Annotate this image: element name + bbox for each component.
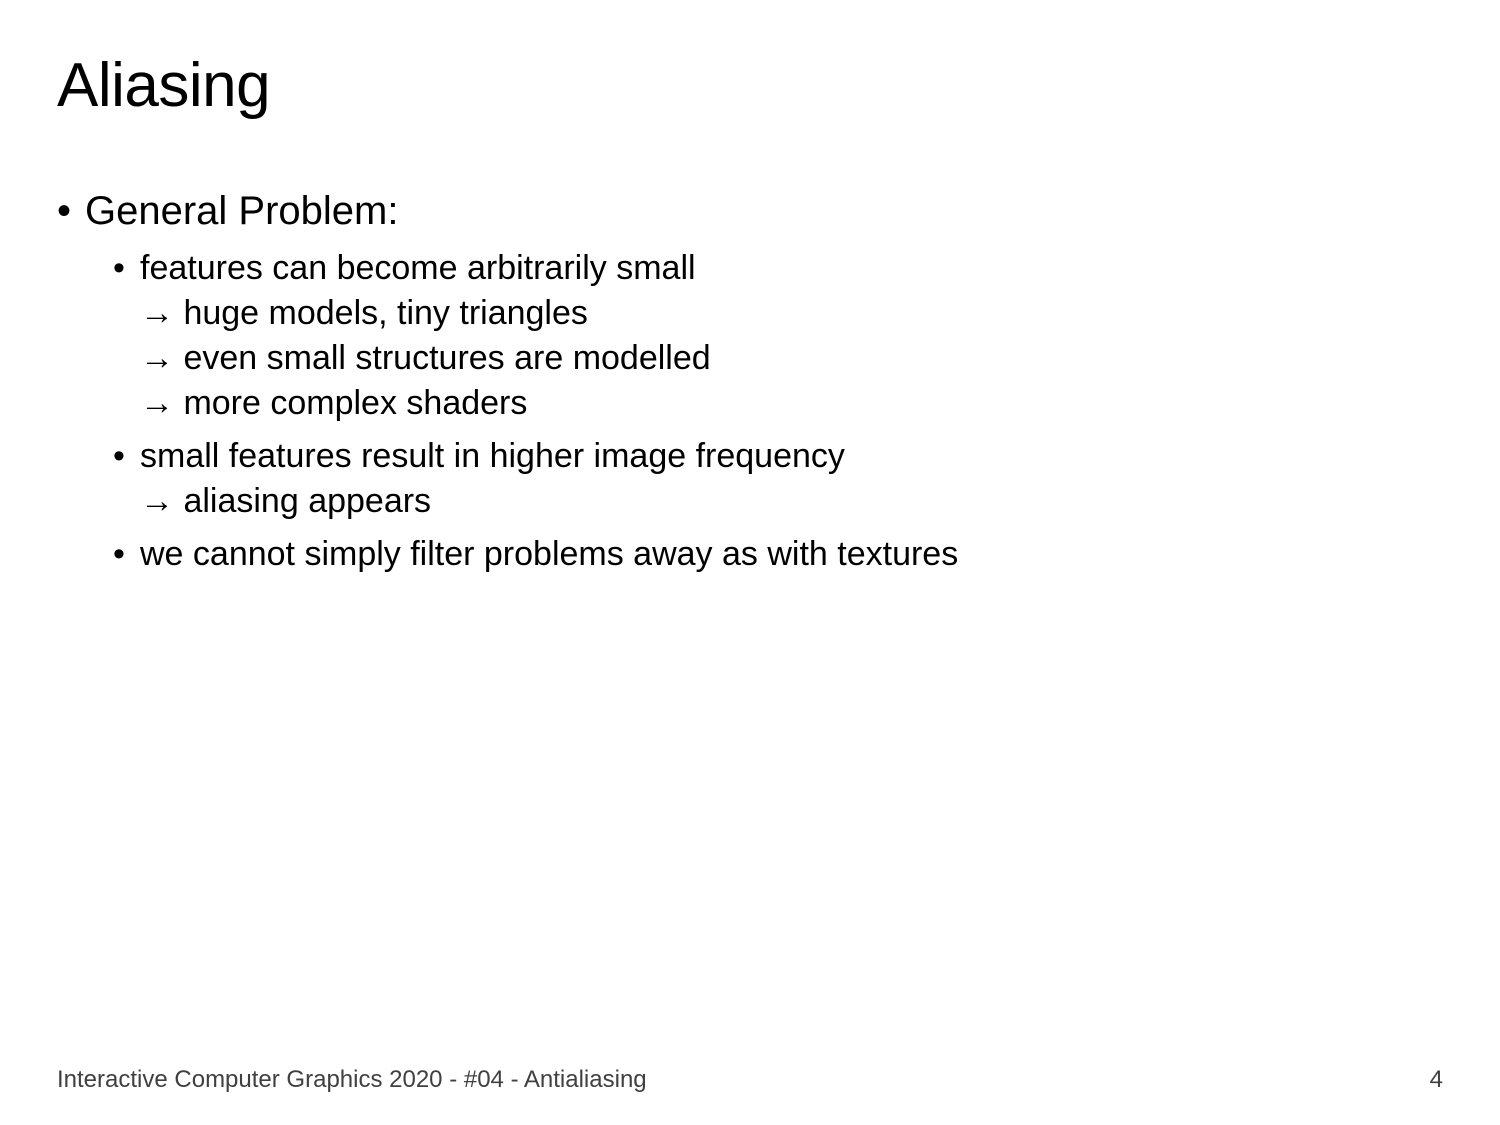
- footer-course-title: Interactive Computer Graphics 2020 - #04 - Antialiasing: [57, 1066, 647, 1093]
- bullet-icon: •: [57, 189, 72, 233]
- sub-bullet-line: small features result in higher image frequency: [140, 437, 845, 475]
- sub-bullet-list: [113, 246, 1437, 577]
- sub-bullet-line: → more complex shaders: [140, 384, 528, 422]
- sub-bullet: [113, 532, 1437, 577]
- sub-bullet: [113, 246, 1437, 426]
- bullet-icon: •: [113, 249, 125, 287]
- bullet-icon: •: [113, 437, 125, 475]
- slide-content: [57, 184, 1437, 585]
- main-bullet-text: General Problem:: [85, 189, 399, 233]
- sub-bullet-line: → huge models, tiny triangles: [140, 294, 588, 332]
- slide-title: Aliasing: [57, 51, 271, 120]
- footer-page-number: 4: [1429, 1066, 1443, 1093]
- sub-bullet-line: → even small structures are modelled: [140, 339, 711, 377]
- sub-bullet-line: features can become arbitrarily small: [140, 249, 696, 287]
- main-bullet: [57, 184, 1437, 238]
- sub-bullet: [113, 434, 1437, 524]
- bullet-icon: •: [113, 535, 125, 573]
- sub-bullet-line: we cannot simply filter problems away as with textures: [140, 535, 959, 573]
- sub-bullet-line: → aliasing appears: [140, 482, 432, 520]
